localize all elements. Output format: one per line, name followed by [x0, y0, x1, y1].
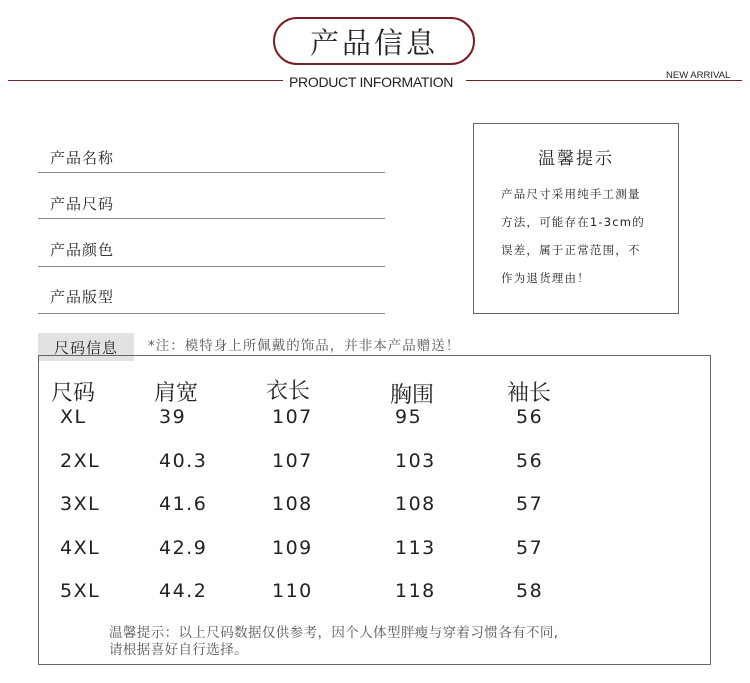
new-arrival-tag: NEW ARRIVAL	[666, 70, 731, 81]
info-divider	[38, 313, 385, 314]
tips-title: 温馨提示	[538, 149, 614, 169]
size-cell: 110	[272, 580, 313, 602]
size-cell: 95	[395, 406, 423, 428]
info-divider	[38, 172, 385, 173]
size-col-header: 衣长	[266, 379, 311, 404]
size-footnote-line: 温馨提示：以上尺码数据仅供参考，因个人体型胖瘦与穿着习惯各有不同,	[109, 625, 559, 641]
size-cell: 109	[272, 537, 313, 559]
size-cell: 41.6	[159, 493, 208, 515]
size-cell: 57	[516, 493, 544, 515]
tips-text-line: 方法，可能存在1-3cm的	[501, 215, 645, 229]
size-cell: 107	[272, 450, 313, 472]
tips-box	[473, 123, 679, 314]
size-col-header: 肩宽	[154, 381, 199, 406]
size-cell: 3XL	[60, 493, 101, 515]
size-cell: 103	[395, 450, 436, 472]
size-cell: 44.2	[159, 580, 208, 602]
page-subtitle: PRODUCT INFORMATION	[289, 74, 454, 90]
info-divider	[38, 266, 385, 267]
size-cell: 57	[516, 537, 544, 559]
size-cell: 2XL	[60, 450, 101, 472]
size-info-tab: 尺码信息	[38, 333, 134, 361]
tips-text-line: 误差，属于正常范围，不	[501, 243, 641, 257]
tips-text-line: 作为退货理由！	[501, 271, 590, 285]
page-title: 产品信息	[273, 17, 475, 65]
size-cell: 56	[516, 406, 544, 428]
info-label-size: 产品尺码	[50, 195, 115, 213]
size-cell: 108	[395, 493, 436, 515]
size-note: *注：模特身上所佩戴的饰品，并非本产品赠送！	[148, 338, 461, 354]
info-divider	[38, 218, 385, 219]
size-col-header: 尺码	[51, 381, 96, 406]
info-label-name: 产品名称	[50, 149, 115, 167]
size-cell: 4XL	[60, 537, 101, 559]
tips-text-line: 产品尺寸采用纯手工测量	[501, 187, 641, 201]
size-table	[38, 355, 711, 665]
size-cell: 40.3	[159, 450, 208, 472]
size-cell: 107	[272, 406, 313, 428]
size-cell: 118	[395, 580, 436, 602]
size-cell: 113	[395, 537, 436, 559]
size-cell: 42.9	[159, 537, 208, 559]
info-label-color: 产品颜色	[50, 241, 115, 259]
size-cell: 5XL	[60, 580, 101, 602]
size-cell: 56	[516, 450, 544, 472]
header-rule-left	[8, 80, 283, 81]
size-cell: 108	[272, 493, 313, 515]
size-cell: 58	[516, 580, 544, 602]
size-footnote-line: 请根据喜好自行选择。	[109, 642, 248, 658]
size-cell: 39	[159, 406, 187, 428]
size-col-header: 胸围	[390, 383, 435, 408]
size-col-header: 袖长	[507, 381, 552, 406]
info-label-fit: 产品版型	[50, 288, 115, 306]
size-cell: XL	[60, 406, 87, 428]
